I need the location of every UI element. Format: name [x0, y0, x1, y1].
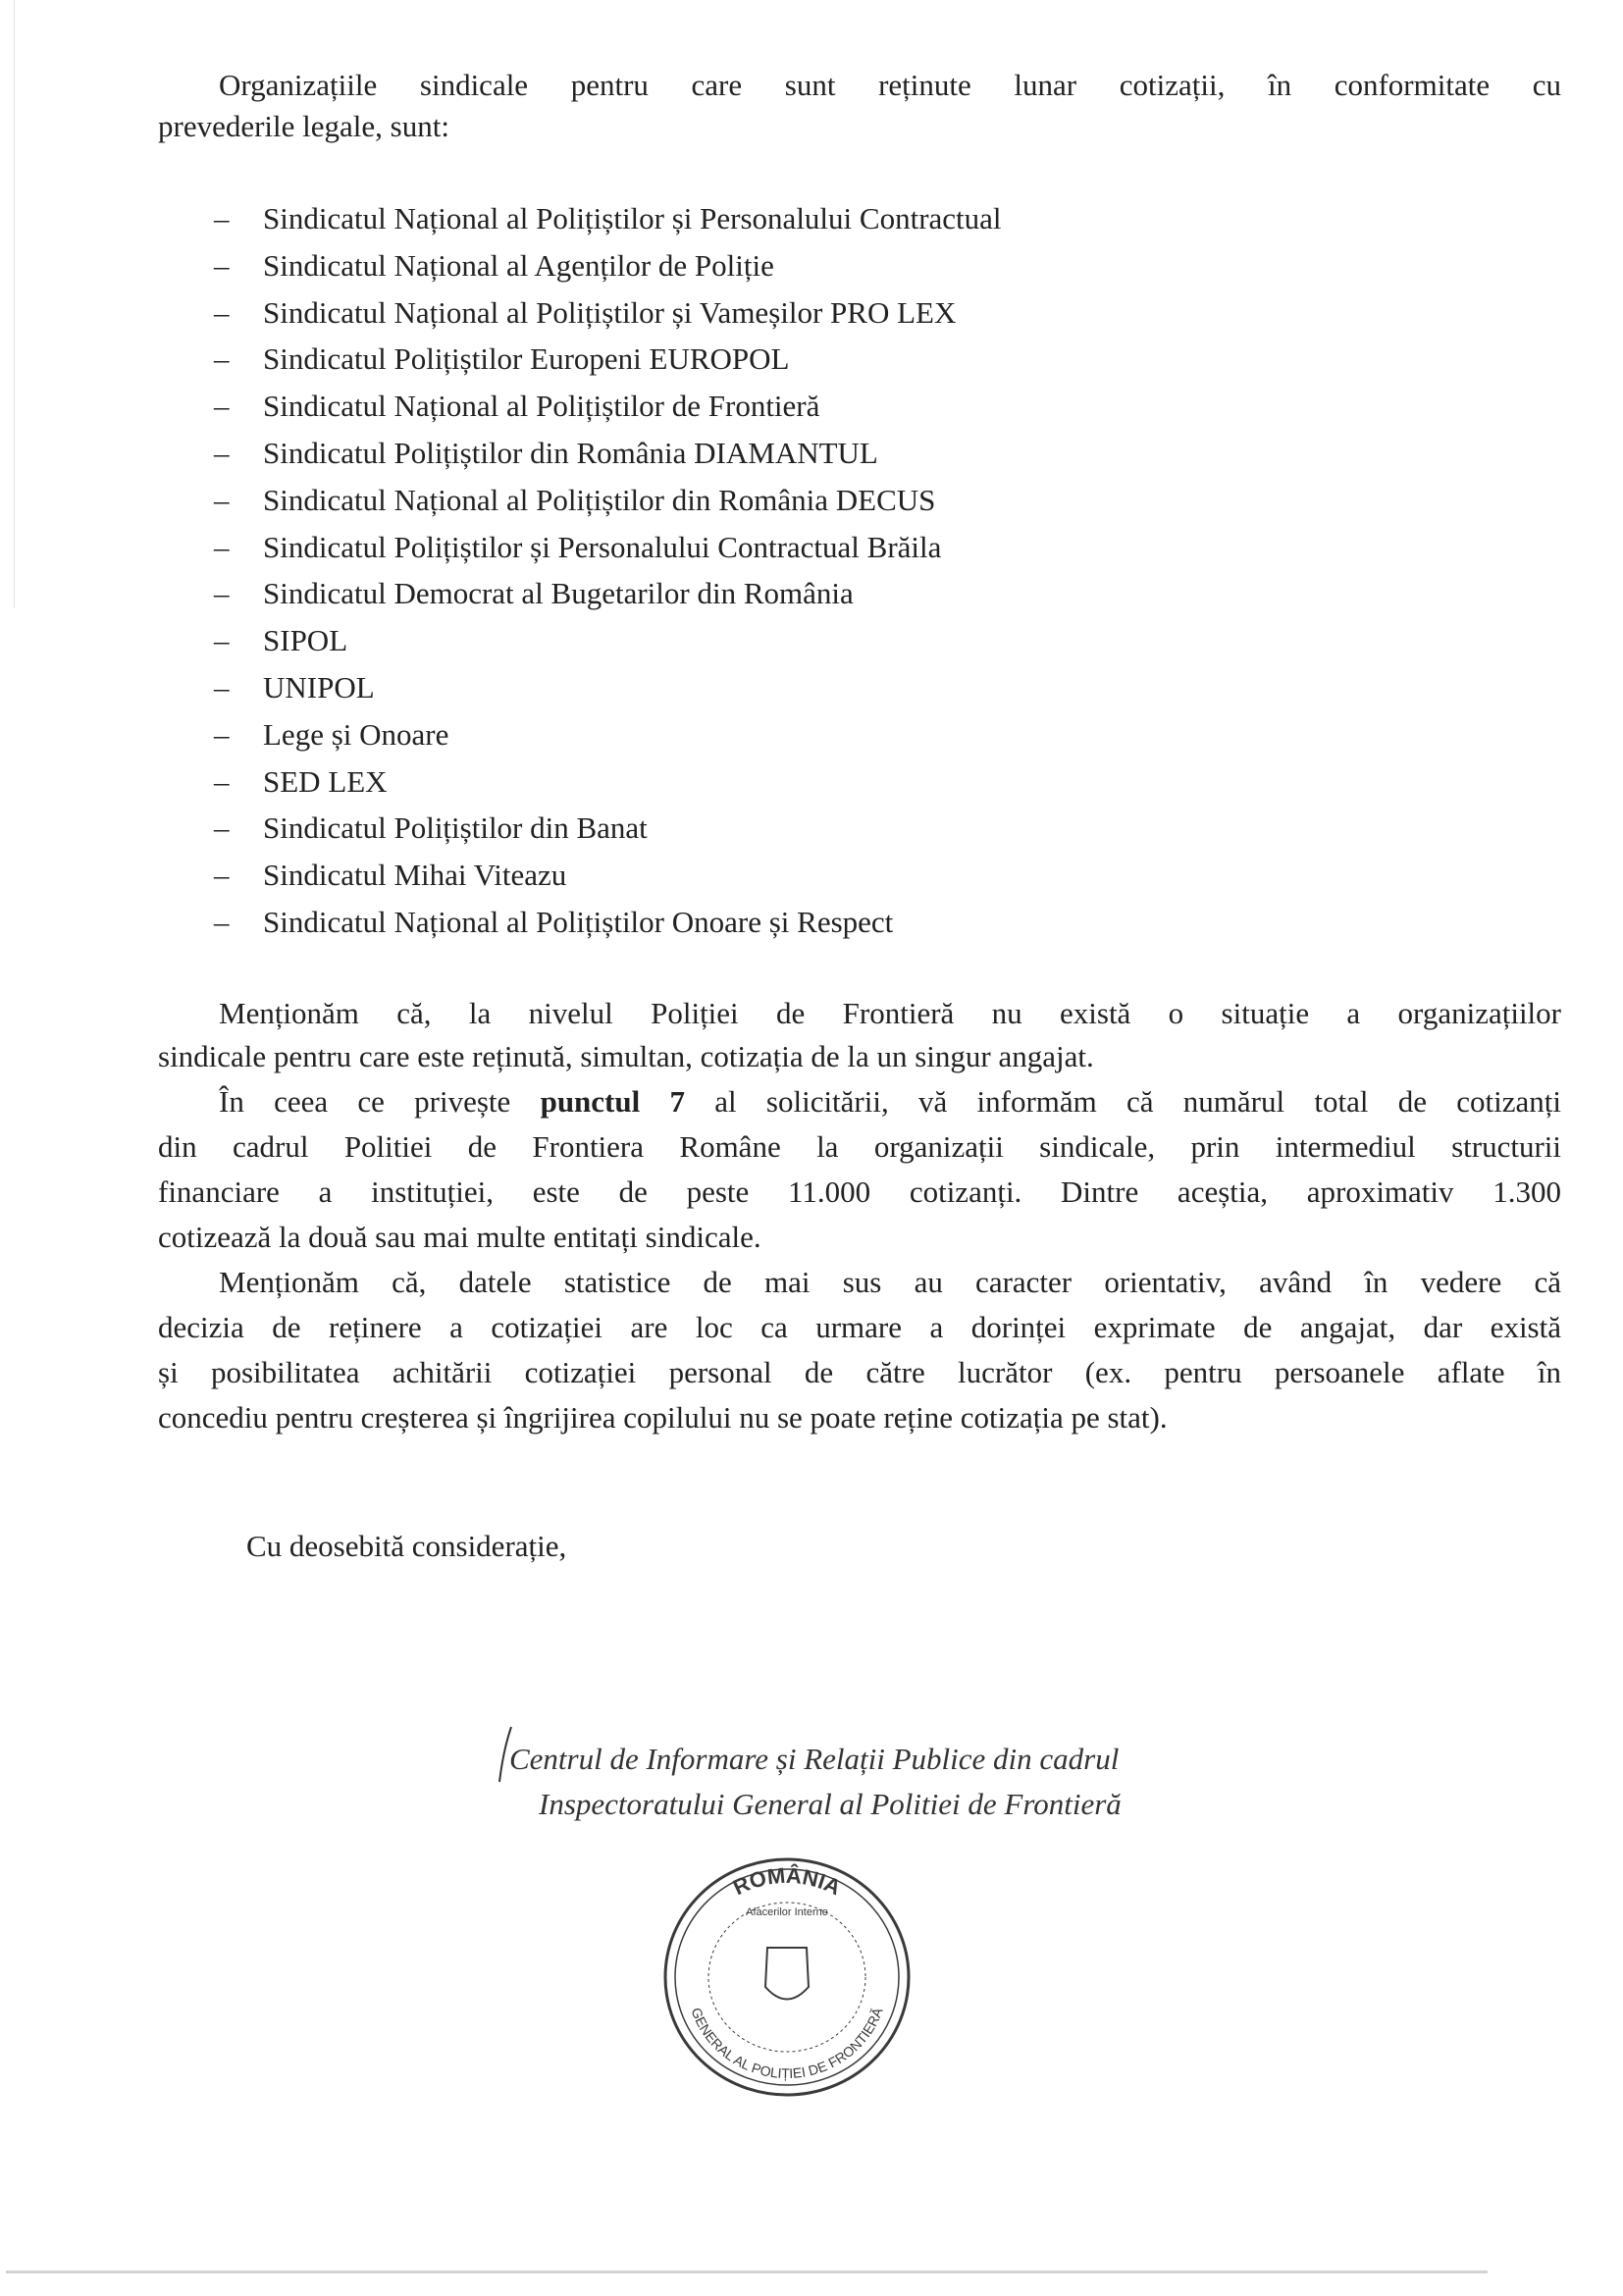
list-dash: – [214, 529, 230, 564]
union-name: Sindicatul Național al Agenților de Poliție [263, 247, 774, 283]
paragraph-line: financiare a instituției, este de peste 11.000 cotizanți. Dintre aceștia, aproximativ 1.300 [158, 1174, 1561, 1209]
union-list-item [214, 761, 388, 803]
paragraph-line: și posibilitatea achitării cotizației personal de către lucrător (ex. pentru persoanele aflate în [158, 1355, 1561, 1389]
intro-line: Organizațiile sindicale pentru care sunt reținute lunar cotizații, în conformitate cu [219, 68, 1561, 102]
page-bottom-rule [6, 2270, 1488, 2273]
union-name: Sindicatul Polițiștilor și Personalului Contractual Brăila [263, 529, 942, 564]
closing-salutation: Cu deosebită considerație, [246, 1529, 567, 1563]
union-list-item [214, 245, 774, 287]
union-name: Sindicatul Național al Polițiștilor de Frontieră [263, 389, 820, 424]
svg-text:GENERAL AL POLIȚIEI DE FRONTIE [688, 2005, 885, 2081]
list-dash: – [214, 576, 230, 611]
union-list-item [214, 573, 854, 614]
scan-edge-line [14, 0, 15, 608]
union-list-item [214, 339, 789, 380]
list-dash: – [214, 341, 230, 377]
bold-reference: punctul 7 [540, 1084, 685, 1119]
text: În ceea ce privește [219, 1084, 541, 1119]
text: al solicitării, vă informăm că numărul total de cotizanți [685, 1084, 1561, 1119]
list-dash: – [214, 389, 230, 424]
union-list-item [214, 480, 935, 521]
union-name: SED LEX [263, 763, 388, 799]
signature-line-1: Centrul de Informare și Relații Publice din cadrul [509, 1742, 1120, 1776]
union-name: Sindicatul Național al Polițiștilor și Vameșilor PRO LEX [263, 294, 957, 330]
list-dash: – [214, 905, 230, 939]
signature-line-2: Inspectoratului General al Politiei de Frontieră [539, 1787, 1122, 1821]
union-list-item [214, 292, 956, 334]
union-name: Sindicatul Democrat al Bugetarilor din România [263, 576, 854, 611]
svg-text:ROMÂNIA [729, 1863, 845, 1901]
list-dash: – [214, 763, 230, 799]
paragraph-line: decizia de reținere a cotizației are loc ca urmare a dorinței exprimate de angajat, dar există [158, 1310, 1561, 1344]
official-stamp [659, 1854, 915, 2100]
stamp-inner-text: Afacerilor Interne [746, 1906, 828, 1918]
paragraph-line: Menționăm că, la nivelul Poliției de Frontieră nu există o situație a organizațiilor [219, 996, 1561, 1030]
union-name: Sindicatul Mihai Viteazu [263, 858, 567, 893]
list-dash: – [214, 716, 230, 752]
stamp-top-text: ROMÂNIA [729, 1862, 845, 1901]
union-name: Sindicatul Național al Polițiștilor Onoare și Respect [263, 905, 894, 939]
paragraph-line: din cadrul Politiei de Frontiera Române la organizații sindicale, prin intermediul structurii [158, 1129, 1561, 1164]
union-list-item [214, 386, 819, 427]
union-list-item [214, 527, 941, 568]
paragraph-line: concediu pentru creșterea și îngrijirea copilului nu se poate reține cotizația pe stat). [158, 1400, 1168, 1435]
union-name: Sindicatul Polițiștilor Europeni EUROPOL [263, 341, 790, 377]
union-list-item [214, 808, 648, 849]
union-name: SIPOL [263, 623, 348, 658]
list-dash: – [214, 294, 230, 330]
list-dash: – [214, 670, 230, 704]
union-list-item [214, 667, 375, 708]
list-dash: – [214, 247, 230, 283]
list-dash: – [214, 858, 230, 893]
union-list-item [214, 714, 448, 756]
list-dash: – [214, 201, 230, 235]
list-dash: – [214, 623, 230, 658]
union-list-item [214, 433, 878, 474]
union-list-item [214, 198, 1002, 239]
paragraph-line: cotizează la două sau mai multe entitați sindicale. [158, 1220, 761, 1254]
union-name: Sindicatul Polițiștilor din Banat [263, 810, 648, 846]
list-dash: – [214, 482, 230, 517]
union-name: Sindicatul Național al Polițiștilor și Personalului Contractual [263, 201, 1002, 235]
intro-line: prevederile legale, sunt: [158, 109, 449, 143]
paragraph-line: Menționăm că, datele statistice de mai sus au caracter orientativ, având în vedere că [219, 1265, 1561, 1299]
paragraph-line [158, 1081, 1561, 1122]
union-name: Sindicatul Polițiștilor din România DIAMANTUL [263, 436, 878, 470]
list-dash: – [214, 810, 230, 846]
union-name: UNIPOL [263, 670, 375, 704]
union-list-item [214, 620, 347, 661]
union-name: Lege și Onoare [263, 716, 449, 752]
union-name: Sindicatul Național al Polițiștilor din România DECUS [263, 482, 936, 517]
list-dash: – [214, 436, 230, 470]
stamp-bottom-text: GENERAL AL POLIȚIEI DE FRONTIERĂ [688, 2005, 886, 2082]
union-list-item [214, 902, 893, 943]
union-list-item [214, 855, 566, 896]
paragraph-line: sindicale pentru care este reținută, simultan, cotizația de la un singur angajat. [158, 1039, 1094, 1073]
